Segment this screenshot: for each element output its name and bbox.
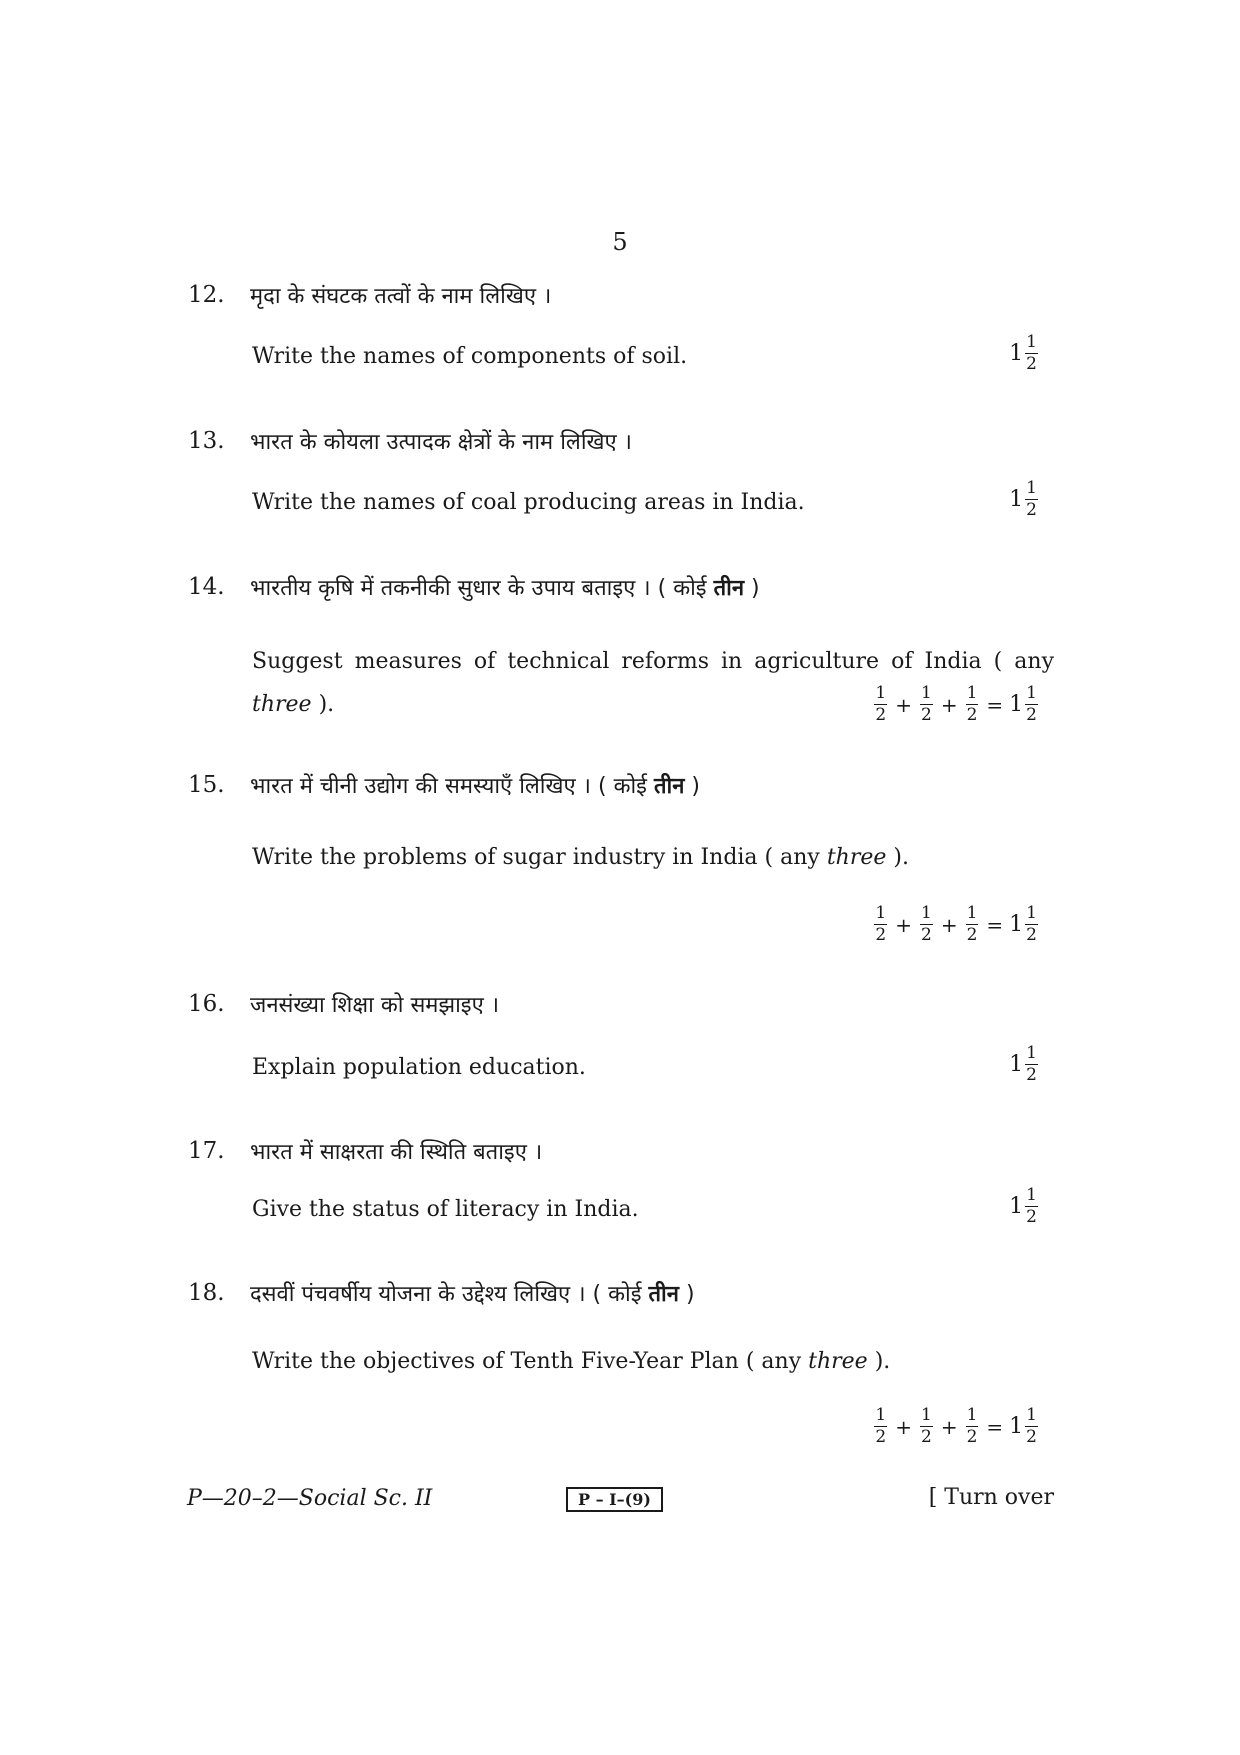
question-hindi: भारत में साक्षरता की स्थिति बताइए । (250, 1140, 543, 1165)
question-hindi: भारत में चीनी उद्योग की समस्याएँ लिखिए । ( कोई तीन ) (250, 774, 700, 799)
marks: 1 $\frac{1}{2}$ (1009, 1043, 1037, 1085)
question-number: 13. (188, 428, 225, 454)
question-hindi: भारत के कोयला उत्पादक क्षेत्रों के नाम लिखिए । (250, 430, 633, 455)
question-number: 18. (188, 1280, 225, 1306)
marks-breakdown: $\frac{1}{2}$ + $\frac{1}{2}$ + $\frac{1}{2}$ = 1 $\frac{1}{2}$ (875, 683, 1037, 725)
question-english: Explain population education. (252, 1055, 586, 1080)
question-english: Write the problems of sugar industry in India ( any three ). (252, 845, 909, 870)
question-number: 16. (188, 991, 225, 1017)
paper-set-code-box: P – I–(9) (566, 1487, 663, 1512)
marks: 1 $\frac{1}{2}$ (1009, 478, 1037, 520)
question-english: Write the names of coal producing areas in India. (252, 490, 805, 515)
question-number: 14. (188, 574, 225, 600)
paper-code-label: P—20–2—Social Sc. II (187, 1486, 433, 1511)
marks: 1 $\frac{1}{2}$ (1009, 1185, 1037, 1227)
question-hindi: जनसंख्या शिक्षा को समझाइए । (250, 993, 500, 1018)
question-hindi: दसवीं पंचवर्षीय योजना के उद्देश्य लिखिए । ( कोई तीन ) (250, 1282, 695, 1307)
question-english: Suggest measures of technical reforms in agriculture of India ( any three ). (252, 649, 1054, 717)
turn-over-label: [ Turn over (928, 1485, 1054, 1510)
question-number: 15. (188, 772, 225, 798)
marks: 1 $\frac{1}{2}$ (1009, 332, 1037, 374)
question-english: Give the status of literacy in India. (252, 1197, 639, 1222)
question-number: 17. (188, 1138, 225, 1164)
page-number: 5 (612, 228, 628, 256)
question-hindi: मृदा के संघटक तत्वों के नाम लिखिए । (250, 284, 552, 309)
marks-breakdown: $\frac{1}{2}$ + $\frac{1}{2}$ + $\frac{1}{2}$ = 1 $\frac{1}{2}$ (875, 903, 1037, 945)
question-hindi: भारतीय कृषि में तकनीकी सुधार के उपाय बताइए । ( कोई तीन ) (250, 576, 760, 601)
marks-breakdown: $\frac{1}{2}$ + $\frac{1}{2}$ + $\frac{1}{2}$ = 1 $\frac{1}{2}$ (875, 1405, 1037, 1447)
question-english: Write the objectives of Tenth Five-Year Plan ( any three ). (252, 1349, 891, 1374)
question-number: 12. (188, 282, 225, 308)
question-english: Write the names of components of soil. (252, 344, 688, 369)
